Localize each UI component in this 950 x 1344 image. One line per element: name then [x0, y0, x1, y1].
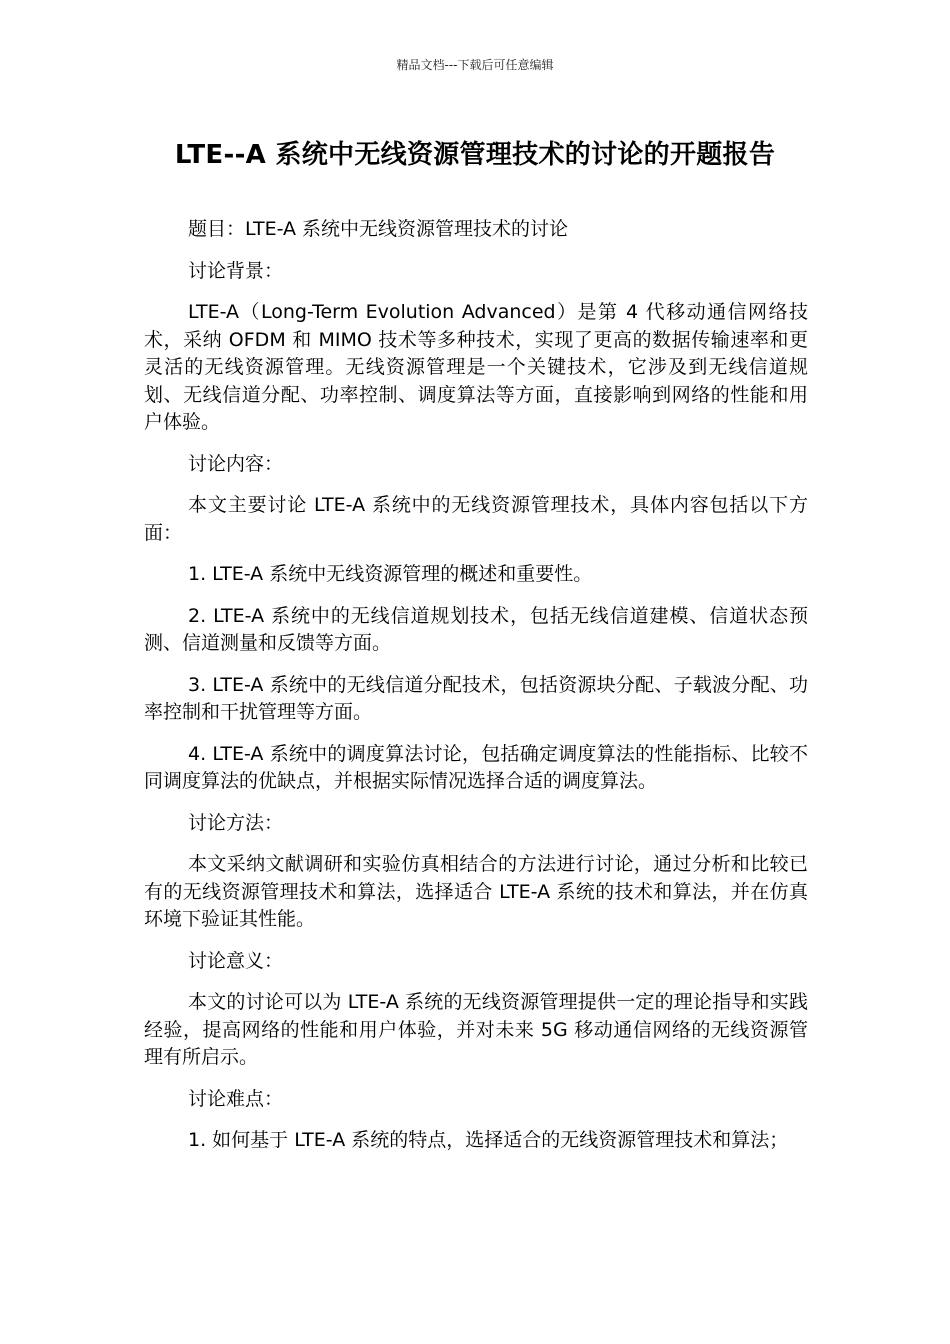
- content-item-4: 4. LTE-A 系统中的调度算法讨论，包括确定调度算法的性能指标、比较不同调度算法的优缺点，并根据实际情况选择合适的调度算法。: [144, 742, 808, 792]
- significance-paragraph: 本文的讨论可以为 LTE-A 系统的无线资源管理提供一定的理论指导和实践经验，提高网络的性能和用户体验，并对未来 5G 移动通信网络的无线资源管理有所启示。: [144, 991, 808, 1068]
- content-intro-paragraph: 本文主要讨论 LTE-A 系统中的无线资源管理技术，具体内容包括以下方面：: [144, 494, 808, 544]
- section-heading-significance: 讨论意义：: [188, 949, 284, 972]
- content-item-3: 3. LTE-A 系统中的无线信道分配技术，包括资源块分配、子载波分配、功率控制和干扰管理等方面。: [144, 673, 808, 723]
- section-heading-background: 讨论背景：: [188, 259, 284, 282]
- document-title: LTE--A 系统中无线资源管理技术的讨论的开题报告: [174, 140, 776, 170]
- background-paragraph: LTE-A（Long-Term Evolution Advanced）是第 4 代移动通信网络技术，采纳 OFDM 和 MIMO 技术等多种技术，实现了更高的数据传输速率和更灵活的无线资源管理。无线资源管理是一个关键技术，它涉及到无线信道规划、无线信道分配、功率控制、调度算法等方面，直接影响到网络的性能和用户体验。: [144, 301, 808, 433]
- document-body: [144, 216, 808, 1169]
- section-heading-method: 讨论方法：: [188, 811, 284, 834]
- section-heading-content: 讨论内容：: [188, 452, 284, 475]
- section-heading-difficulties: 讨论难点：: [188, 1087, 284, 1110]
- content-item-1: 1. LTE-A 系统中无线资源管理的概述和重要性。: [188, 563, 593, 585]
- page-header-note: 精品文档---下载后可任意编辑: [396, 58, 554, 72]
- content-item-2: 2. LTE-A 系统中的无线信道规划技术，包括无线信道建模、信道状态预测、信道测量和反馈等方面。: [144, 604, 808, 654]
- method-paragraph: 本文采纳文献调研和实验仿真相结合的方法进行讨论，通过分析和比较已有的无线资源管理技术和算法，选择适合 LTE-A 系统的技术和算法，并在仿真环境下验证其性能。: [144, 853, 808, 930]
- topic-line: 题目：LTE-A 系统中无线资源管理技术的讨论: [188, 218, 569, 240]
- difficulty-item-1: 1. 如何基于 LTE-A 系统的特点，选择适合的无线资源管理技术和算法；: [188, 1129, 789, 1151]
